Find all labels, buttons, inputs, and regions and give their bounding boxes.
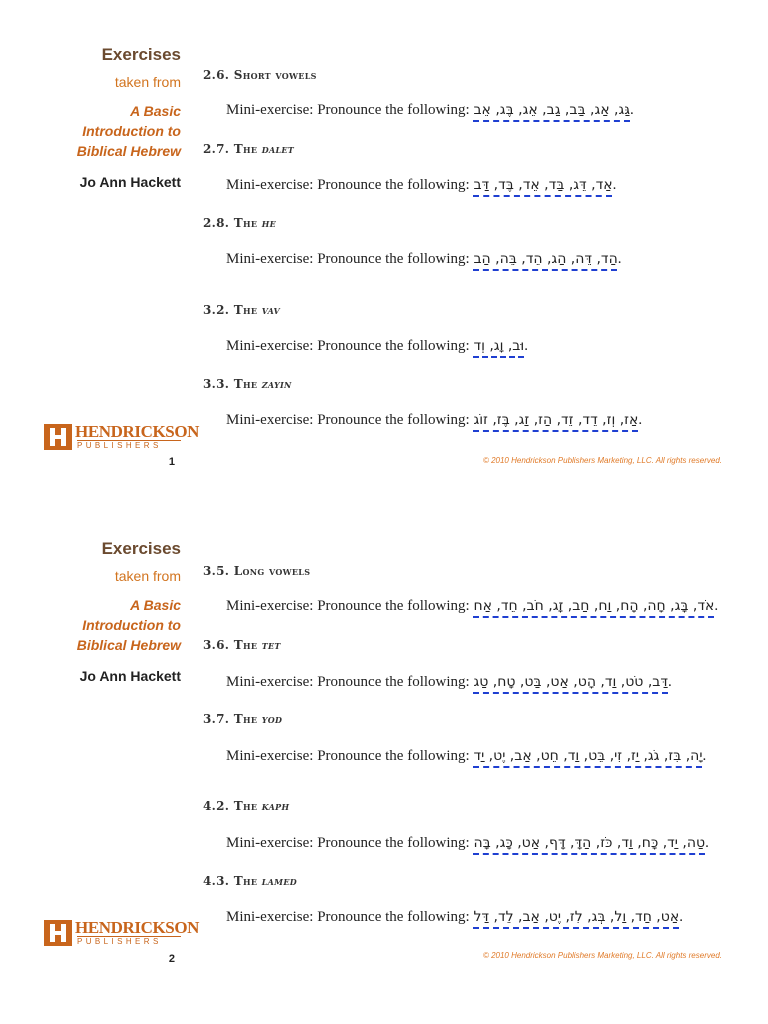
hebrew-words: הַד, דֵּה, הַג, הֵד, בֵּה, הַב <box>473 251 618 267</box>
logo-subtitle: PUBLISHERS <box>77 440 181 451</box>
section-heading: 3.6. The tet <box>203 638 281 652</box>
exercise-line: Mini-exercise: Pronounce the following: אֹד, בָּג, חָה, הָח, וַח, חַב, זָג, חֹב, חֵד, אַח. <box>226 598 719 614</box>
book-title-line-3: Biblical Hebrew <box>76 143 181 159</box>
hebrew-words: אַד, דֵּג, בַּד, אֵד, בֶּד, דַּב <box>473 177 613 193</box>
exercise-line: Mini-exercise: Pronounce the following: אַז, וְז, דֵד, זֵד, הַז, זַג, בֶּז, זוֹג. <box>226 412 643 428</box>
page-number: 2 <box>168 953 175 965</box>
logo-subtitle: PUBLISHERS <box>77 936 181 947</box>
section-heading: 3.7. The yod <box>203 712 283 726</box>
copyright: © 2010 Hendrickson Publishers Marketing, LLC. All rights reserved. <box>482 456 722 465</box>
logo-name: HENDRICKSON <box>75 918 200 937</box>
book-title-line-1: A Basic <box>130 103 181 119</box>
hebrew-words: אַז, וְז, דֵד, זֵד, הַז, זַג, בֶּז, זוֹג <box>473 412 639 428</box>
hendrickson-logo-icon <box>44 424 72 450</box>
sidebar <box>40 538 181 685</box>
hebrew-words: אֹד, בָּג, חָה, הָח, וַח, חַב, זָג, חֹב, חֵד, אַח <box>473 598 715 614</box>
page-1 <box>0 28 768 508</box>
sidebar-book-title <box>40 101 181 161</box>
logo-name: HENDRICKSON <box>75 422 200 441</box>
page-2 <box>0 522 768 1002</box>
section-heading: 4.2. The kaph <box>203 799 290 813</box>
sidebar-taken-from: taken from <box>114 568 181 584</box>
book-title-line-2: Introduction to <box>82 123 181 139</box>
book-title-line-3: Biblical Hebrew <box>76 637 181 653</box>
sidebar-title: Exercises <box>101 45 181 64</box>
section-heading: 2.8. The he <box>203 216 276 230</box>
section-heading: 3.5. Long vowels <box>203 564 311 578</box>
hebrew-words: טַה, יַד, כָּח, וַד, כֹּז, הַדָּ, דָּף, אַט, כָּג, בָּה <box>473 835 706 851</box>
hebrew-words: יָה, בִּז, גֹג, יַז, זִי, בֵּט, וַד, חֵט, אַב, יֶט, יַד <box>473 748 703 764</box>
exercise-line: Mini-exercise: Pronounce the following: טַה, יַד, כָּח, וַד, כֹּז, הַדָּ, דָּף, אַט, כָּג, בָּה. <box>226 835 709 851</box>
section-heading: 2.6. Short vowels <box>203 68 317 82</box>
exercise-line: Mini-exercise: Pronounce the following: וּב, וָג, וְד. <box>226 338 528 354</box>
exercise-line: Mini-exercise: Pronounce the following: אַט, חַד, וַל, בְּג, לִז, יֶט, אַב, לֵד, דַּל. <box>226 909 683 925</box>
sidebar-taken-from: taken from <box>114 74 181 90</box>
page-number: 1 <box>168 456 175 468</box>
exercise-line: Mini-exercise: Pronounce the following: אַד, דֵּג, בַּד, אֵד, בֶּד, דַּב. <box>226 177 617 193</box>
section-heading: 4.3. The lamed <box>203 874 297 888</box>
publisher-logo <box>44 422 200 452</box>
sidebar-author: Jo Ann Hackett <box>79 668 181 684</box>
hebrew-words: וּב, וָג, וְד <box>473 338 525 354</box>
sidebar-book-title <box>40 595 181 655</box>
hendrickson-logo-icon <box>44 920 72 946</box>
sidebar-author: Jo Ann Hackett <box>79 174 181 190</box>
exercise-line: Mini-exercise: Pronounce the following: גַּג, אַג, בַּב, גַב, אֵג, בֶּג, אֵב. <box>226 102 634 118</box>
section-heading: 3.2. The vav <box>203 303 281 317</box>
exercise-line: Mini-exercise: Pronounce the following: הַד, דֵּה, הַג, הֵד, בֵּה, הַב. <box>226 251 622 267</box>
sidebar-title: Exercises <box>101 539 181 558</box>
book-title-line-1: A Basic <box>130 597 181 613</box>
copyright: © 2010 Hendrickson Publishers Marketing, LLC. All rights reserved. <box>482 951 722 960</box>
hebrew-words: אַט, חַד, וַל, בְּג, לִז, יֶט, אַב, לֵד, דַּל <box>473 909 680 925</box>
hebrew-words: דַּב, טֹט, וַד, הָט, אַט, בַּט, טָח, טַג <box>473 674 669 690</box>
exercise-line: Mini-exercise: Pronounce the following: יָה, בִּז, גֹג, יַז, זִי, בֵּט, וַד, חֵט, אַב, יֶט, יַד. <box>226 748 707 764</box>
publisher-logo <box>44 918 200 948</box>
exercise-line: Mini-exercise: Pronounce the following: דַּב, טֹט, וַד, הָט, אַט, בַּט, טָח, טַג. <box>226 674 672 690</box>
sidebar <box>40 44 181 191</box>
hebrew-words: גַּג, אַג, בַּב, גַב, אֵג, בֶּג, אֵב <box>473 102 631 118</box>
section-heading: 3.3. The zayin <box>203 377 292 391</box>
section-heading: 2.7. The dalet <box>203 142 295 156</box>
book-title-line-2: Introduction to <box>82 617 181 633</box>
